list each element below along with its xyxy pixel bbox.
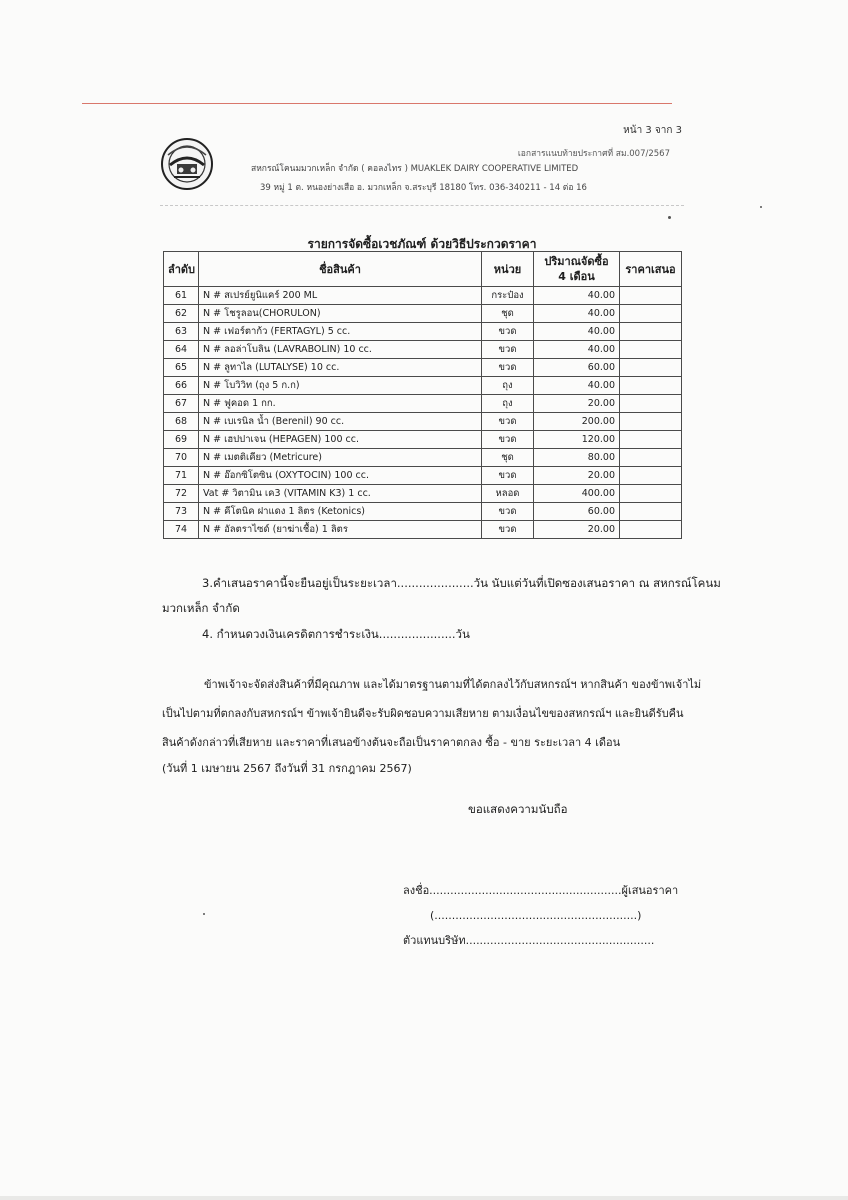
closing-salutation: ขอแสดงความนับถือ <box>468 802 568 816</box>
unit: ขวด <box>482 341 534 359</box>
product-name: N # ฟูคอด 1 กก. <box>199 395 482 413</box>
row-number: 63 <box>164 323 199 341</box>
offer-price <box>620 467 682 485</box>
row-number: 71 <box>164 467 199 485</box>
signer-name-line: (..........................................................) <box>430 909 642 922</box>
scan-speck <box>203 913 205 915</box>
product-name: N # เบเรนิล น้ำ (Berenil) 90 cc. <box>199 413 482 431</box>
quantity: 20.00 <box>534 467 620 485</box>
product-name: N # ลูทาไล (LUTALYSE) 10 cc. <box>199 359 482 377</box>
product-name: N # อัลตราไซด์ (ยาฆ่าเชื้อ) 1 ลิตร <box>199 521 482 539</box>
term-4: 4. กำหนดวงเงินเครดิตการชำระเงิน.....................วัน <box>202 627 470 641</box>
product-name: N # โบวิวิท (ถุง 5 ก.ก) <box>199 377 482 395</box>
body-line-4: (วันที่ 1 เมษายน 2567 ถึงวันที่ 31 กรกฎาคม 2567) <box>162 762 412 775</box>
scan-speck <box>668 216 671 219</box>
quantity: 400.00 <box>534 485 620 503</box>
row-number: 66 <box>164 377 199 395</box>
offer-price <box>620 359 682 377</box>
row-number: 69 <box>164 431 199 449</box>
column-header-no: ลำดับ <box>164 252 199 287</box>
product-name: N # ลอล่าโบลิน (LAVRABOLIN) 10 cc. <box>199 341 482 359</box>
body-line-1: ข้าพเจ้าจะจัดส่งสินค้าที่มีคุณภาพ และได้มาตรฐานตามที่ได้ตกลงไว้กับสหกรณ์ฯ หากสินค้า ของข้าพเจ้าไม่ <box>204 678 702 691</box>
row-number: 73 <box>164 503 199 521</box>
top-rule <box>82 103 672 104</box>
unit: ชุด <box>482 449 534 467</box>
header-divider <box>160 205 684 206</box>
offer-price <box>620 431 682 449</box>
product-name: N # คีโตนิค ฝาแดง 1 ลิตร (Ketonics) <box>199 503 482 521</box>
column-header-name: ชื่อสินค้า <box>199 252 482 287</box>
unit: ขวด <box>482 503 534 521</box>
offer-price <box>620 521 682 539</box>
column-header-unit: หน่วย <box>482 252 534 287</box>
table-row <box>164 449 682 467</box>
row-number: 72 <box>164 485 199 503</box>
offer-price <box>620 485 682 503</box>
row-number: 68 <box>164 413 199 431</box>
table-row <box>164 467 682 485</box>
quantity: 40.00 <box>534 341 620 359</box>
organization-address: 39 หมู่ 1 ต. หนองย่างเสือ อ. มวกเหล็ก จ.สระบุรี 18180 โทร. 036-340211 - 14 ต่อ 16 <box>260 183 587 193</box>
product-name: N # เฮปปาเจน (HEPAGEN) 100 cc. <box>199 431 482 449</box>
scan-speck <box>760 206 762 208</box>
quantity: 120.00 <box>534 431 620 449</box>
offer-price <box>620 395 682 413</box>
row-number: 62 <box>164 305 199 323</box>
column-header-qty-line2: 4 เดือน <box>558 270 595 283</box>
unit: ขวด <box>482 467 534 485</box>
cooperative-logo-icon <box>160 137 214 191</box>
product-name: N # สเปรย์ยูนิแคร์ 200 ML <box>199 287 482 305</box>
product-name: N # โชรูลอน(CHORULON) <box>199 305 482 323</box>
offer-price <box>620 287 682 305</box>
column-header-price: ราคาเสนอ <box>620 252 682 287</box>
unit: ถุง <box>482 395 534 413</box>
table-title: รายการจัดซื้อเวชภัณฑ์ ด้วยวิธีประกวดราคา <box>307 237 537 251</box>
product-name: N # อ๊อกซิโตซิน (OXYTOCIN) 100 cc. <box>199 467 482 485</box>
product-name: Vat # วิตามิน เค3 (VITAMIN K3) 1 cc. <box>199 485 482 503</box>
offer-price <box>620 413 682 431</box>
offer-price <box>620 377 682 395</box>
product-name: N # เฟอร์ตาก้ว (FERTAGYL) 5 cc. <box>199 323 482 341</box>
unit: กระป๋อง <box>482 287 534 305</box>
quantity: 40.00 <box>534 287 620 305</box>
quantity: 20.00 <box>534 521 620 539</box>
unit: หลอด <box>482 485 534 503</box>
body-line-3: สินค้าดังกล่าวที่เสียหาย และราคาที่เสนอข้างต้นจะถือเป็นราคาตกลง ซื้อ - ขาย ระยะเวลา 4 เดือน <box>162 736 621 749</box>
organization-name: สหกรณ์โคนมมวกเหล็ก จำกัด ( คอลงไทร ) MUAKLEK DAIRY COOPERATIVE LIMITED <box>251 164 579 174</box>
page-number: หน้า 3 จาก 3 <box>623 125 682 136</box>
unit: ขวด <box>482 431 534 449</box>
table-row <box>164 413 682 431</box>
offer-price <box>620 503 682 521</box>
quantity: 40.00 <box>534 305 620 323</box>
unit: ขวด <box>482 413 534 431</box>
table-row <box>164 431 682 449</box>
table-row <box>164 359 682 377</box>
column-header-qty <box>534 252 620 287</box>
column-header-qty-line1: ปริมาณจัดซื้อ <box>544 255 609 268</box>
table-row <box>164 503 682 521</box>
table-row <box>164 323 682 341</box>
offer-price <box>620 323 682 341</box>
row-number: 65 <box>164 359 199 377</box>
company-representative-line: ตัวแทนบริษัท...................................................... <box>403 934 655 947</box>
offer-price <box>620 341 682 359</box>
quantity: 200.00 <box>534 413 620 431</box>
quantity: 60.00 <box>534 359 620 377</box>
row-number: 61 <box>164 287 199 305</box>
table-header-row <box>164 252 682 287</box>
unit: ขวด <box>482 359 534 377</box>
unit: ขวด <box>482 521 534 539</box>
table-row <box>164 521 682 539</box>
quantity: 60.00 <box>534 503 620 521</box>
table-row <box>164 485 682 503</box>
table-row <box>164 287 682 305</box>
quantity: 40.00 <box>534 377 620 395</box>
items-table <box>163 251 682 539</box>
table-row <box>164 395 682 413</box>
product-name: N # เมตติเคียว (Metricure) <box>199 449 482 467</box>
table-row <box>164 341 682 359</box>
page-edge <box>0 1196 848 1200</box>
term-3-line-1: 3.คำเสนอราคานี้จะยืนอยู่เป็นระยะเวลา.....................วัน นับแต่วันที่เปิดซองเสนอราคา ณ สหกรณ์โคนม <box>202 576 721 590</box>
unit: ถุง <box>482 377 534 395</box>
row-number: 67 <box>164 395 199 413</box>
quantity: 80.00 <box>534 449 620 467</box>
row-number: 70 <box>164 449 199 467</box>
table-row <box>164 377 682 395</box>
row-number: 74 <box>164 521 199 539</box>
offer-price <box>620 305 682 323</box>
quantity: 20.00 <box>534 395 620 413</box>
row-number: 64 <box>164 341 199 359</box>
term-3-line-2: มวกเหล็ก จำกัด <box>162 601 240 615</box>
quantity: 40.00 <box>534 323 620 341</box>
unit: ขวด <box>482 323 534 341</box>
body-line-2: เป็นไปตามที่ตกลงกับสหกรณ์ฯ ข้าพเจ้ายินดีจะรับผิดชอบความเสียหาย ตามเงื่อนไขของสหกรณ์ฯ และยินดีรับคืน <box>162 707 684 720</box>
table-row <box>164 305 682 323</box>
offer-price <box>620 449 682 467</box>
unit: ชุด <box>482 305 534 323</box>
document-reference: เอกสารแนบท้ายประกาศที่ สม.007/2567 <box>517 149 670 159</box>
signature-line: ลงชื่อ.......................................................ผู้เสนอราคา <box>403 884 679 897</box>
